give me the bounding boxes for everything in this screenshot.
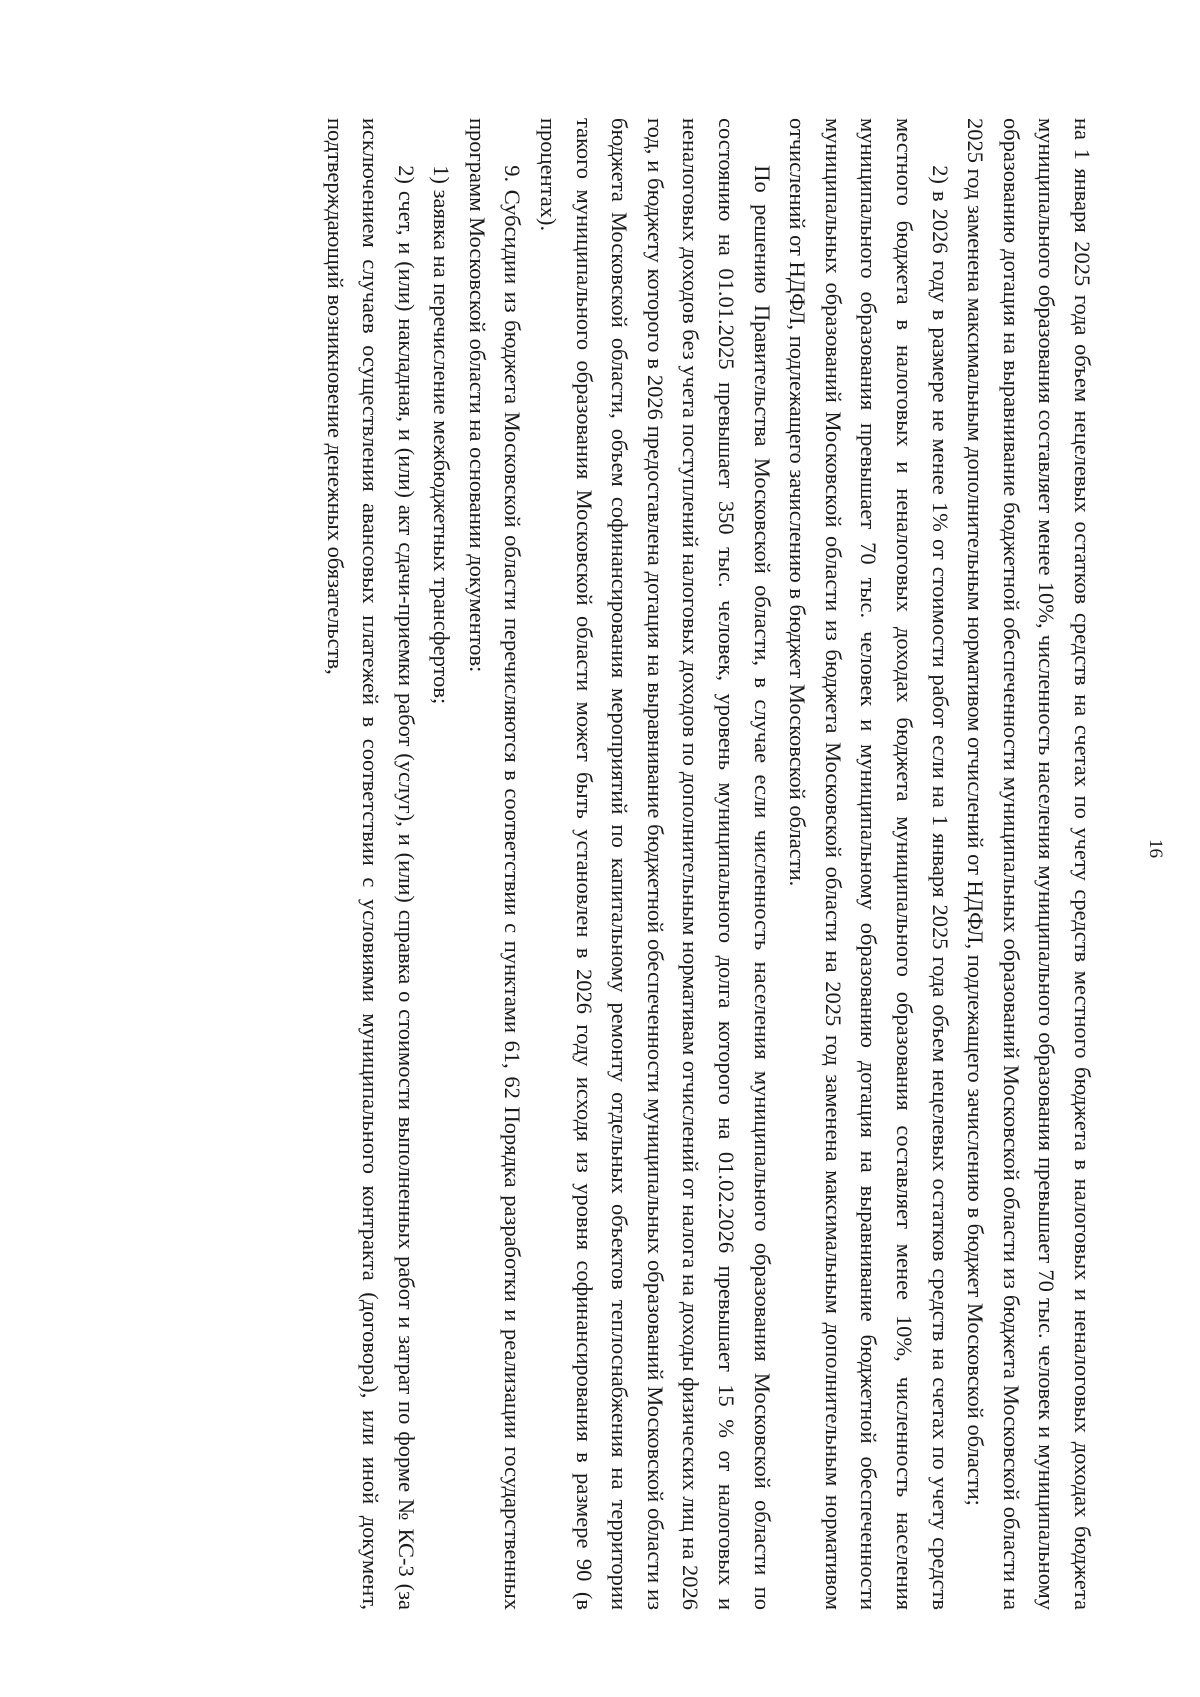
paragraph-subitem-2: 2) счет, и (или) накладная, и (или) акт сдачи-приемки работ (услуг), и (или) справка о стоимости выполненных работ и затрат по форме № КС-3 (за исключением случаев осуществления авансовых платежей в соответствии с условиями муниципального контракта (договора), или иной документ, подтверждающий возникновение денежных обязательств,	[322, 118, 419, 1610]
page-number: 16	[1145, 839, 1166, 858]
paragraph-item-2: 2) в 2026 году в размере не менее 1% от стоимости работ если на 1 января 2025 года объем нецелевых остатков средств на счетах по учету средств местного бюджета в налоговых и неналоговых доходах бюджета муниципального образования составляет менее 10%, численность населения муниципального образования превышает 70 тыс. человек и муниципальному образованию дотация на выравнивание бюджетной обеспеченности муниципальных образований Московской области из бюджета Московской области на 2025 год заменена максимальным дополнительным нормативом отчислений от НДФЛ, подлежащего зачислению в бюджет Московской области.	[785, 118, 953, 1610]
paragraph-subitem-1: 1) заявка на перечисление межбюджетных трансфертов;	[429, 165, 455, 705]
paragraph-continuation: на 1 января 2025 года объем нецелевых остатков средств на счетах по учету средств местного бюджета в налоговых и неналоговых доходах бюджета муниципального образования составляет менее 10%, численность населения муниципального образования превышает 70 тыс. человек и муниципальному образованию дотация на выравнивание бюджетной обеспеченности муниципальных образований Московской области из бюджета Московской области на 2025 год заменена максимальным дополнительным нормативом отчислений от НДФЛ, подлежащего зачислению в бюджет Московской области;	[963, 118, 1095, 1610]
paragraph-government-decision: По решению Правительства Московской области, в случае если численность населения муниципального образования Московской области по состоянию на 01.01.2025 превышает 350 тыс. человек, уровень муниципального долга которого на 01.02.2026 превышает 15 % от налоговых и неналоговых доходов без учета поступлений налоговых доходов по дополнительным нормативам отчислений от налога на доходы физических лиц на 2026 год, и бюджету которого в 2026 предоставлена дотация на выравнивание бюджетной обеспеченности муниципальных образований Московской области из бюджета Московской области, объем софинансирования мероприятий по капитальному ремонту отдельных объектов теплоснабжения на территории такого муниципального образования Московской области может быть установлен в 2026 году исходя из уровня софинансирования в размере 90 (в процентах).	[536, 118, 775, 1610]
document-body	[317, 118, 1100, 1610]
paragraph-item-9: 9. Субсидии из бюджета Московской области перечисляются в соответствии с пунктами 61, 62 Порядка разработки и реализации государственных программ Московской области на основании документов:	[464, 118, 526, 1610]
